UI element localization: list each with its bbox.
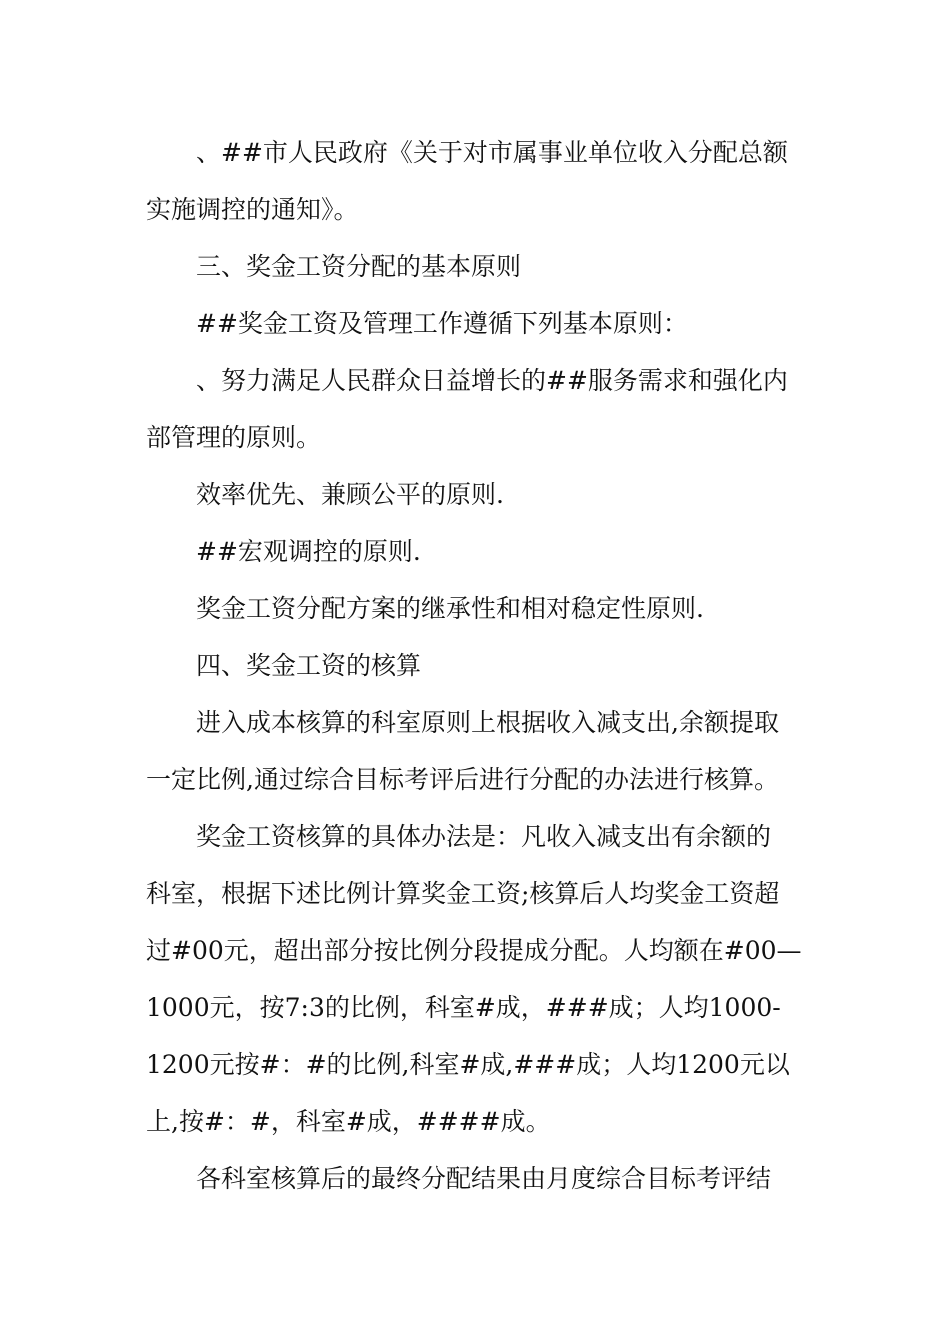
line-text: 科室，根据下述比例计算奖金工资;核算后人均奖金工资超 bbox=[146, 879, 780, 908]
line-text: 奖金工资分配方案的继承性和相对稳定性原则. bbox=[196, 594, 704, 623]
line-text: ##奖金工资及管理工作遵循下列基本原则： bbox=[196, 309, 688, 338]
line-text: 效率优先、兼顾公平的原则. bbox=[196, 480, 504, 509]
line-text: 、努力满足人民群众日益增长的##服务需求和强化内 bbox=[196, 366, 788, 395]
line-text: 1200元按#：#的比例,科室#成,###成；人均1200元以 bbox=[146, 1050, 790, 1079]
line-text: ##宏观调控的原则. bbox=[196, 537, 421, 566]
heading-text: 三、奖金工资分配的基本原则 bbox=[196, 252, 522, 281]
line-text: 实施调控的通知》。 bbox=[146, 195, 359, 224]
line-text: 进入成本核算的科室原则上根据收入减支出,余额提取 bbox=[196, 708, 779, 737]
line-text: 过#00元，超出部分按比例分段提成分配。人均额在#00— bbox=[146, 936, 802, 965]
line-text: 上,按#：#，科室#成，####成。 bbox=[146, 1107, 551, 1136]
line-text: 部管理的原则。 bbox=[146, 423, 322, 452]
line-text: 奖金工资核算的具体办法是：凡收入减支出有余额的 bbox=[196, 822, 772, 851]
line-text: 一定比例,通过综合目标考评后进行分配的办法进行核算。 bbox=[146, 765, 779, 794]
line-text: 、##市人民政府《关于对市属事业单位收入分配总额 bbox=[196, 138, 788, 167]
line-text: 各科室核算后的最终分配结果由月度综合目标考评结 bbox=[196, 1164, 772, 1193]
heading-text: 四、奖金工资的核算 bbox=[196, 651, 422, 680]
line-text: 1000元，按7:3的比例，科室#成，###成；人均1000- bbox=[146, 993, 781, 1022]
